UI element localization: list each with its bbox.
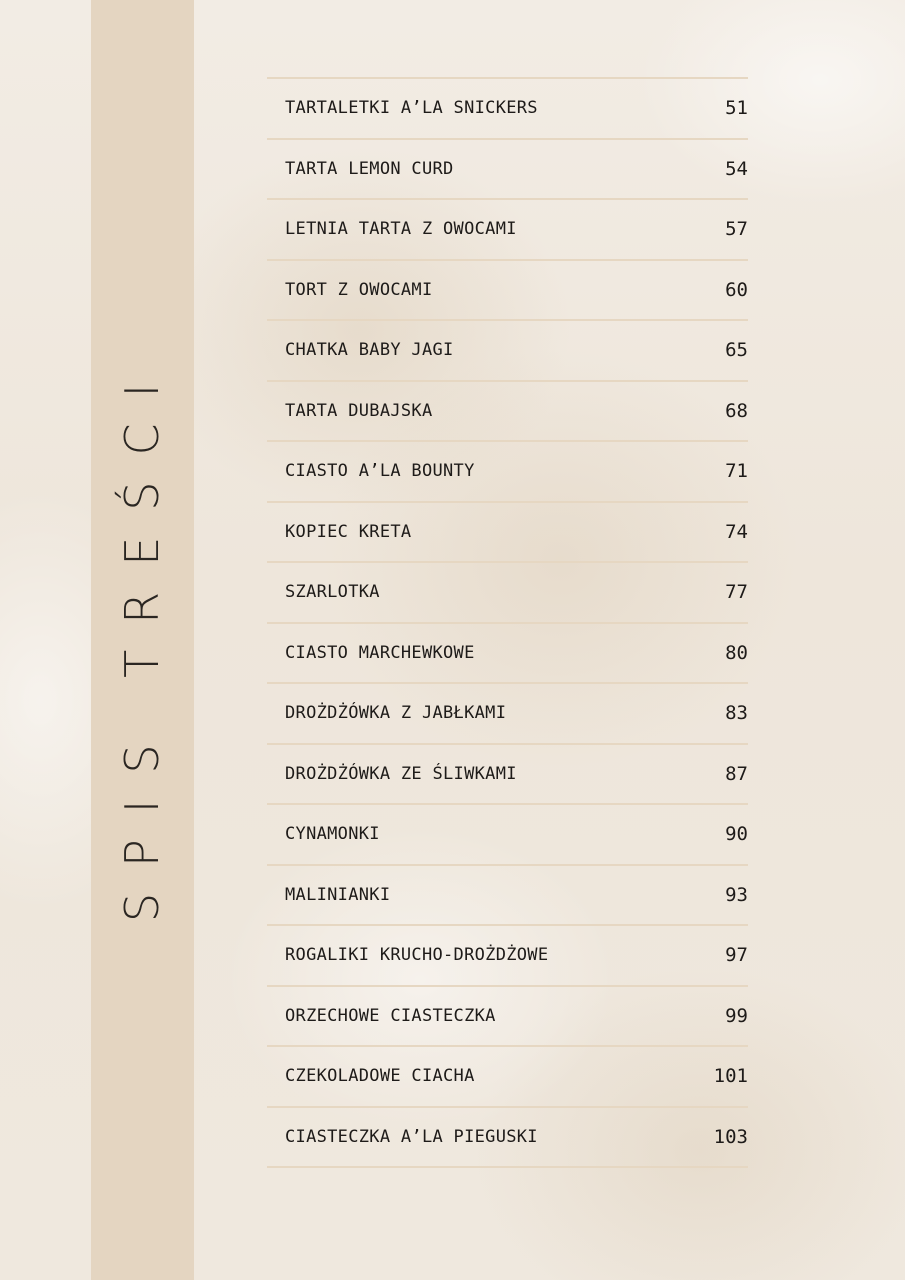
toc-entry-page: 51 bbox=[725, 97, 748, 120]
toc-entry-page: 93 bbox=[725, 883, 748, 906]
toc-entry-page: 97 bbox=[725, 944, 748, 967]
toc-entry-title: DROŻDŻÓWKA ZE ŚLIWKAMI bbox=[285, 763, 517, 784]
toc-entry-title: TARTA LEMON CURD bbox=[285, 158, 454, 179]
toc-row bbox=[267, 382, 748, 443]
toc-entry-title: TARTALETKI A’LA SNICKERS bbox=[285, 98, 538, 119]
toc-entry-page: 74 bbox=[725, 520, 748, 543]
toc-row bbox=[267, 1108, 748, 1169]
toc-row bbox=[267, 1047, 748, 1108]
toc-entry-title: CYNAMONKI bbox=[285, 824, 380, 845]
toc-entry-title: KOPIEC KRETA bbox=[285, 521, 412, 542]
toc-entry-page: 54 bbox=[725, 157, 748, 180]
toc-entry-title: CIASTO MARCHEWKOWE bbox=[285, 642, 475, 663]
toc-entry-page: 101 bbox=[713, 1065, 748, 1088]
toc-entry-title: TORT Z OWOCAMI bbox=[285, 279, 433, 300]
toc-entry-title: CIASTO A’LA BOUNTY bbox=[285, 461, 475, 482]
toc-entry-page: 90 bbox=[725, 823, 748, 846]
toc-row bbox=[267, 442, 748, 503]
toc-row bbox=[267, 503, 748, 564]
toc-row bbox=[267, 684, 748, 745]
toc-entry-page: 83 bbox=[725, 702, 748, 725]
page-title: SPIS TREŚCI bbox=[115, 357, 169, 923]
toc-entry-page: 87 bbox=[725, 762, 748, 785]
toc-entry-page: 103 bbox=[713, 1125, 748, 1148]
toc-row bbox=[267, 79, 748, 140]
toc-entry-title: ORZECHOWE CIASTECZKA bbox=[285, 1005, 496, 1026]
toc-row bbox=[267, 805, 748, 866]
toc-row bbox=[267, 745, 748, 806]
toc-entry-page: 77 bbox=[725, 581, 748, 604]
toc-row bbox=[267, 926, 748, 987]
toc-row bbox=[267, 261, 748, 322]
toc-row bbox=[267, 624, 748, 685]
toc-entry-page: 68 bbox=[725, 399, 748, 422]
toc-row bbox=[267, 563, 748, 624]
toc-entry-page: 57 bbox=[725, 218, 748, 241]
toc-row bbox=[267, 140, 748, 201]
toc-entry-title: CHATKA BABY JAGI bbox=[285, 340, 454, 361]
toc-entry-page: 60 bbox=[725, 278, 748, 301]
toc-row bbox=[267, 200, 748, 261]
toc-entry-title: LETNIA TARTA Z OWOCAMI bbox=[285, 219, 517, 240]
toc-entry-page: 80 bbox=[725, 641, 748, 664]
toc-row bbox=[267, 321, 748, 382]
toc-entry-title: CZEKOLADOWE CIACHA bbox=[285, 1066, 475, 1087]
toc-entry-title: TARTA DUBAJSKA bbox=[285, 400, 433, 421]
toc-row bbox=[267, 987, 748, 1048]
toc-entry-title: DROŻDŻÓWKA Z JABŁKAMI bbox=[285, 703, 507, 724]
toc-row bbox=[267, 866, 748, 927]
toc-entry-page: 99 bbox=[725, 1004, 748, 1027]
toc-entry-page: 65 bbox=[725, 339, 748, 362]
toc-entry-page: 71 bbox=[725, 460, 748, 483]
toc-entry-title: MALINIANKI bbox=[285, 884, 391, 905]
toc-entry-title: ROGALIKI KRUCHO-DROŻDŻOWE bbox=[285, 945, 549, 966]
toc-entry-title: CIASTECZKA A’LA PIEGUSKI bbox=[285, 1126, 538, 1147]
toc-entry-title: SZARLOTKA bbox=[285, 582, 380, 603]
table-of-contents bbox=[267, 77, 748, 1168]
